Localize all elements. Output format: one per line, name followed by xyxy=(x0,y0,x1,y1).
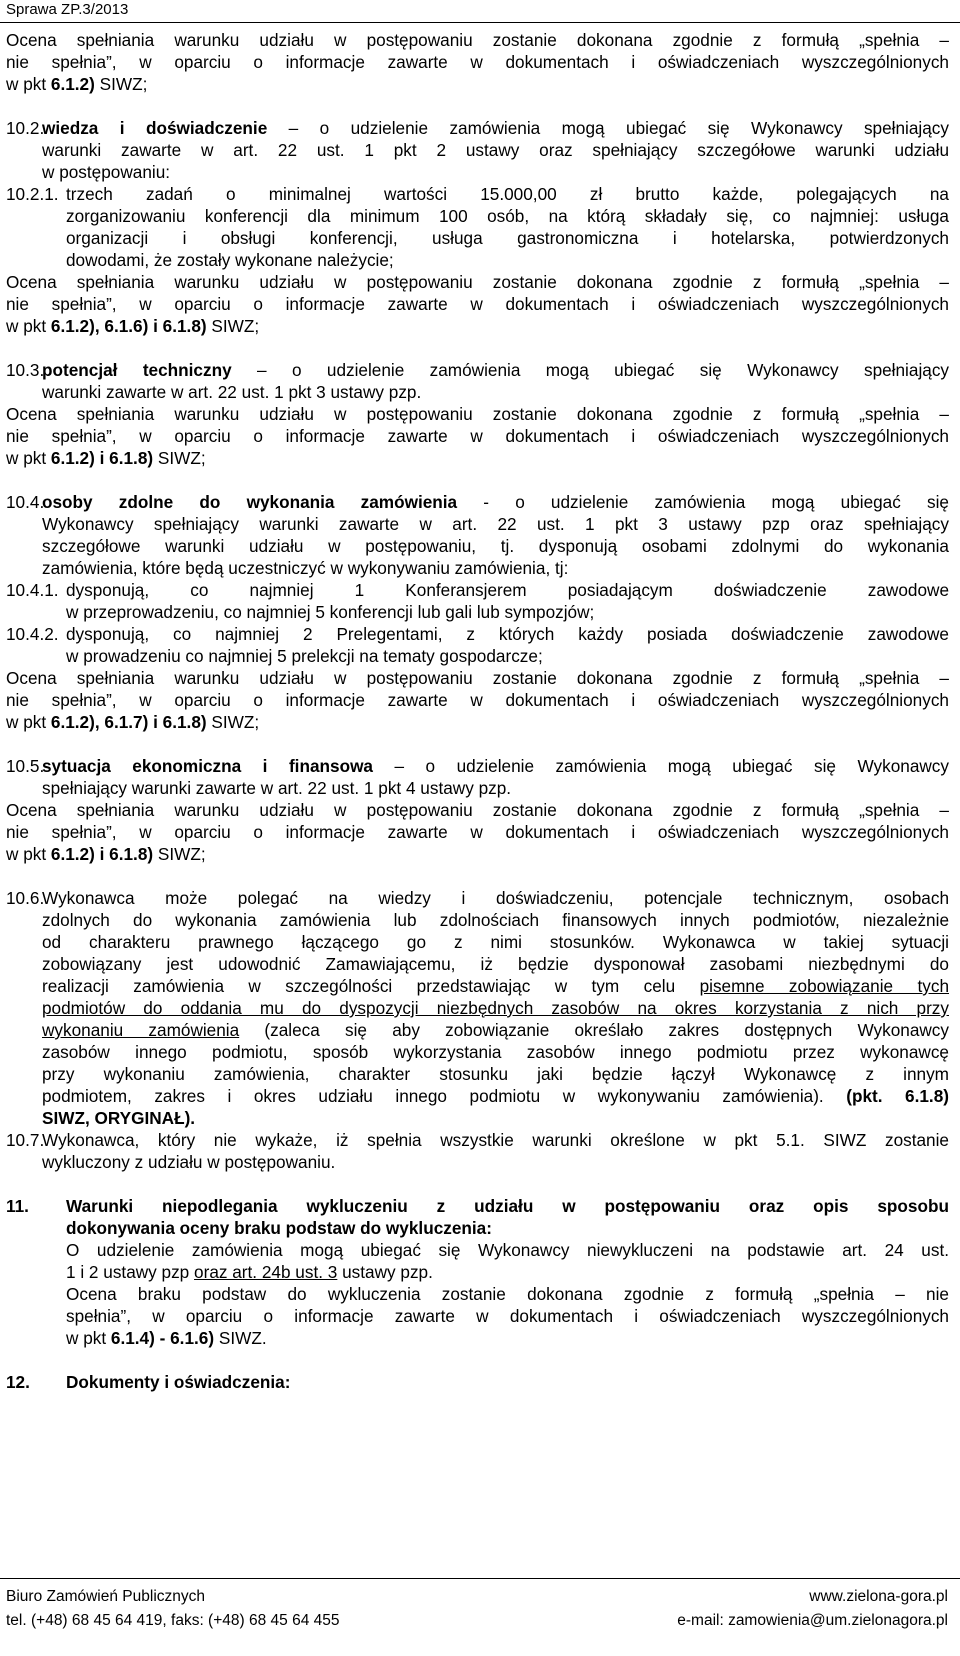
text-line: zasobów innego podmiotu, sposób wykorzystania zasobów innego podmiotu przez wykonawcę xyxy=(42,1042,949,1062)
footer-phone: tel. (+48) 68 45 64 419, faks: (+48) 68 45 64 455 xyxy=(6,1612,340,1629)
text-line: Wykonawca, który nie wykaże, iż spełnia wszystkie warunki określone w pkt 5.1. SIWZ zostanie xyxy=(42,1130,949,1150)
section-heading: Dokumenty i oświadczenia: xyxy=(66,1372,291,1392)
section-number: 11. xyxy=(6,1196,29,1216)
text-line: nie spełnia”, w oparciu o informacje zawarte w dokumentach i oświadczeniach wyszczególnionych xyxy=(6,52,949,72)
text-line: Ocena spełniania warunku udziału w postępowaniu zostanie dokonana zgodnie z formułą „spełnia – xyxy=(6,668,949,688)
section-number: 10.3. xyxy=(6,360,45,380)
text-line: wykluczony z udziału w postępowaniu. xyxy=(42,1152,336,1172)
text-line: nie spełnia”, w oparciu o informacje zawarte w dokumentach i oświadczeniach wyszczególnionych xyxy=(6,294,949,314)
section-heading: osoby zdolne do wykonania zamówienia - o udzielenie zamówienia mogą ubiegać się xyxy=(42,492,949,512)
text-line: warunki zawarte w art. 22 ust. 1 pkt 2 ustawy oraz spełniający szczegółowe warunki udziału xyxy=(42,140,949,160)
text-line: organizacji i obsługi konferencji, usługa gastronomiczna i hotelarska, potwierdzonych xyxy=(66,228,949,248)
text-line: w pkt 6.1.4) - 6.1.6) SIWZ. xyxy=(66,1328,267,1348)
text-line: w pkt 6.1.2), 6.1.7) i 6.1.8) SIWZ; xyxy=(6,712,260,732)
text-line: szczegółowe warunki udziału w postępowaniu, tj. dysponują osobami zdolnymi do wykonania xyxy=(42,536,949,556)
section-number: 10.6. xyxy=(6,888,45,908)
text-line: wykonaniu zamówienia (zaleca się aby zobowiązanie określało zakres dostępnych Wykonawcy xyxy=(42,1020,949,1040)
section-number: 10.7. xyxy=(6,1130,45,1150)
section-heading: potencjał techniczny – o udzielenie zamówienia mogą ubiegać się Wykonawcy spełniający xyxy=(42,360,949,380)
subsection-number: 10.4.2. xyxy=(6,624,59,644)
text-line: w pkt 6.1.2), 6.1.6) i 6.1.8) SIWZ; xyxy=(6,316,260,336)
text-line: Ocena spełniania warunku udziału w postępowaniu zostanie dokonana zgodnie z formułą „spełnia – xyxy=(6,800,949,820)
text-line: przy wykonaniu zamówienia, charakter stosunku jaki będzie łączył Wykonawcę z innym xyxy=(42,1064,949,1084)
text-line: nie spełnia”, w oparciu o informacje zawarte w dokumentach i oświadczeniach wyszczególnionych xyxy=(6,426,949,446)
text-line: zamówienia, które będą uczestniczyć w wykonywaniu zamówienia, tj: xyxy=(42,558,569,578)
text-line: Ocena braku podstaw do wykluczenia zostanie dokonana zgodnie z formułą „spełnia – nie xyxy=(66,1284,949,1304)
section-heading: Warunki niepodlegania wykluczeniu z udziału w postępowaniu oraz opis sposobu xyxy=(66,1196,949,1216)
text-line: dowodami, że zostały wykonane należycie; xyxy=(66,250,394,270)
section-number: 10.4. xyxy=(6,492,45,512)
text-line: Ocena spełniania warunku udziału w postępowaniu zostanie dokonana zgodnie z formułą „spełnia – xyxy=(6,30,949,50)
text-line: Wykonawcy spełniający warunki zawarte w art. 22 ust. 1 pkt 3 ustawy pzp oraz spełniający xyxy=(42,514,949,534)
text-line: w prowadzeniu co najmniej 5 prelekcji na tematy gospodarcze; xyxy=(66,646,543,666)
text-line: warunki zawarte w art. 22 ust. 1 pkt 3 ustawy pzp. xyxy=(42,382,422,402)
case-number: Sprawa ZP.3/2013 xyxy=(6,1,129,18)
text-line: 1 i 2 ustawy pzp oraz art. 24b ust. 3 ustawy pzp. xyxy=(66,1262,433,1282)
text-line: trzech zadań o minimalnej wartości 15.000,00 zł brutto każde, polegających na xyxy=(66,184,949,204)
text-line: zobowiązany jest udowodnić Zamawiającemu, iż będzie dysponował zasobami niezbędnymi do xyxy=(42,954,949,974)
text-line: nie spełnia”, w oparciu o informacje zawarte w dokumentach i oświadczeniach wyszczególnionych xyxy=(6,822,949,842)
section-heading: wiedza i doświadczenie – o udzielenie zamówienia mogą ubiegać się Wykonawcy spełniający xyxy=(42,118,949,138)
text-line: w pkt 6.1.2) SIWZ; xyxy=(6,74,148,94)
text-line: spełniający warunki zawarte w art. 22 ust. 1 pkt 4 ustawy pzp. xyxy=(42,778,512,798)
text-line: w pkt 6.1.2) i 6.1.8) SIWZ; xyxy=(6,448,206,468)
text-line: realizacji zamówienia w szczególności przedstawiając w tym celu pisemne zobowiązanie tych xyxy=(42,976,949,996)
text-line: w pkt 6.1.2) i 6.1.8) SIWZ; xyxy=(6,844,206,864)
text-line: w przeprowadzeniu, co najmniej 5 konferencji lub gali lub sympozjów; xyxy=(66,602,595,622)
text-line: w postępowaniu: xyxy=(42,162,171,182)
text-line: O udzielenie zamówienia mogą ubiegać się Wykonawcy niewykluczeni na podstawie art. 24 ust. xyxy=(66,1240,949,1260)
footer-website: www.zielona-gora.pl xyxy=(809,1588,948,1605)
text-line: spełnia”, w oparciu o informacje zawarte w dokumentach i oświadczeniach wyszczególnionych xyxy=(66,1306,949,1326)
text-line: dysponują, co najmniej 1 Konferansjerem posiadającym doświadczenie zawodowe xyxy=(66,580,949,600)
text-line: podmiotem, zakres i okres udziału innego podmiotu w wykonywaniu zamówienia). (pkt. 6.1.8) xyxy=(42,1086,949,1106)
section-number: 10.5. xyxy=(6,756,45,776)
text-line: Wykonawca może polegać na wiedzy i doświadczeniu, potencjale technicznym, osobach xyxy=(42,888,949,908)
text-line: dysponują, co najmniej 2 Prelegentami, z których każdy posiada doświadczenie zawodowe xyxy=(66,624,949,644)
text-line: Ocena spełniania warunku udziału w postępowaniu zostanie dokonana zgodnie z formułą „spełnia – xyxy=(6,404,949,424)
text-line: zorganizowaniu konferencji dla minimum 100 osób, na którą składały się, co najmniej: usługa xyxy=(66,206,949,226)
text-line: SIWZ, ORYGINAŁ). xyxy=(42,1108,196,1128)
text-line: od charakteru prawnego łączącego go z nimi stosunków. Wykonawca w takiej sytuacji xyxy=(42,932,949,952)
footer-email: e-mail: zamowienia@um.zielonagora.pl xyxy=(677,1612,948,1629)
page-header xyxy=(0,0,960,23)
text-line: Ocena spełniania warunku udziału w postępowaniu zostanie dokonana zgodnie z formułą „spełnia – xyxy=(6,272,949,292)
text-line: zdolnych do wykonania zamówienia lub zdolnościach finansowych innych podmiotów, niezależnie xyxy=(42,910,949,930)
page-footer xyxy=(0,1578,960,1656)
section-heading: dokonywania oceny braku podstaw do wykluczenia: xyxy=(66,1218,492,1238)
subsection-number: 10.4.1. xyxy=(6,580,59,600)
section-heading: sytuacja ekonomiczna i finansowa – o udzielenie zamówienia mogą ubiegać się Wykonawcy xyxy=(42,756,949,776)
text-line: podmiotów do oddania mu do dyspozycji niezbędnych zasobów na okres korzystania z nich przy xyxy=(42,998,949,1018)
text-line: nie spełnia”, w oparciu o informacje zawarte w dokumentach i oświadczeniach wyszczególnionych xyxy=(6,690,949,710)
section-number: 12. xyxy=(6,1372,30,1392)
section-number: 10.2. xyxy=(6,118,45,138)
footer-office: Biuro Zamówień Publicznych xyxy=(6,1588,206,1605)
subsection-number: 10.2.1. xyxy=(6,184,59,204)
